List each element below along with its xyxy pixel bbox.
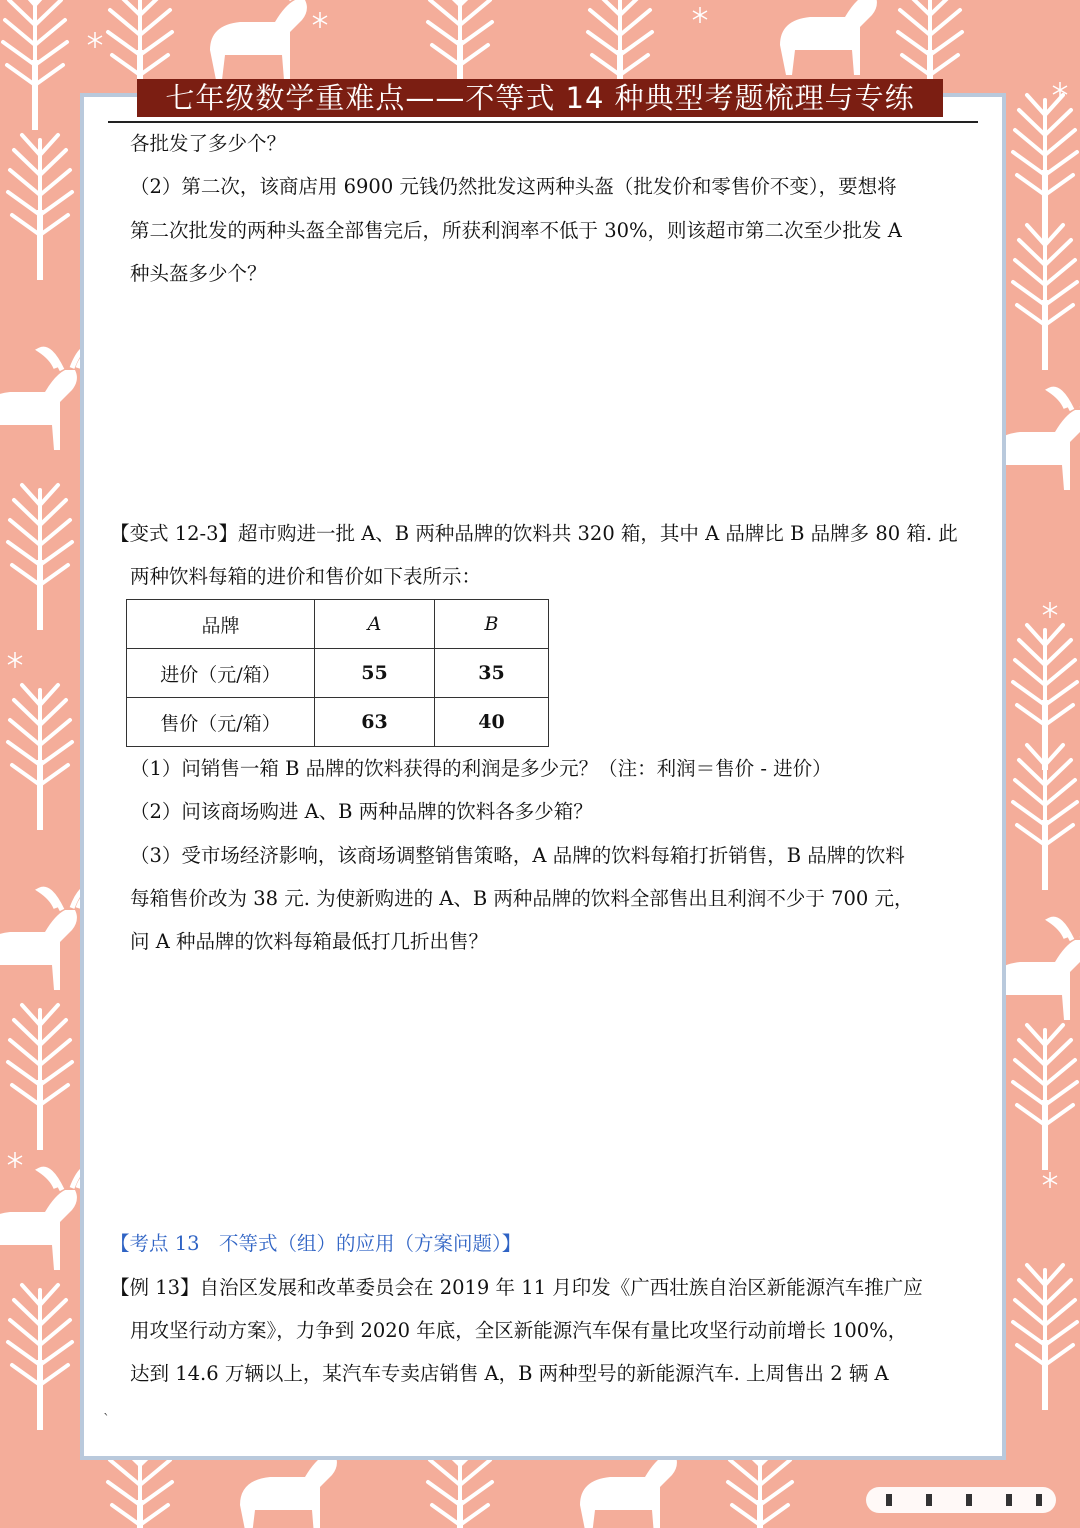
table-cell: 35 (435, 649, 549, 698)
toolbar-tick-icon (926, 1494, 932, 1506)
footer-mark: ` (103, 1412, 110, 1428)
question-1: （1）问销售一箱 B 品牌的饮料获得的利润是多少元？（注：利润＝售价 - 进价） (130, 757, 832, 780)
question-3-line-1: （3）受市场经济影响，该商场调整销售策略，A 品牌的饮料每箱打折销售，B 品牌的饮料 (130, 844, 905, 867)
variant-line-2: 两种饮料每箱的进价和售价如下表所示： (130, 565, 482, 588)
continuation-line-3: 第二次批发的两种头盔全部售完后，所获利润率不低于 30%，则该超市第二次至少批发 A (130, 219, 902, 242)
table-cell: 40 (435, 698, 549, 747)
variant-line-1: 【变式 12-3】超市购进一批 A、B 两种品牌的饮料共 320 箱，其中 A 品牌比 B 品牌多 80 箱. 此 (110, 522, 958, 545)
question-3-line-3: 问 A 种品牌的饮料每箱最低打几折出售？ (130, 930, 488, 953)
price-table (126, 599, 549, 747)
table-cell: 63 (315, 698, 435, 747)
example-line-3: 达到 14.6 万辆以上，某汽车专卖店销售 A，B 两种型号的新能源汽车. 上周售出 2 辆 A (130, 1362, 889, 1385)
question-3-line-2: 每箱售价改为 38 元. 为使新购进的 A、B 两种品牌的饮料全部售出且利润不少于 700 元， (130, 887, 914, 910)
table-header-row (127, 600, 549, 649)
continuation-line-2: （2）第二次，该商店用 6900 元钱仍然批发这两种头盔（批发价和零售价不变），要想将 (130, 175, 897, 198)
topic-heading: 【考点 13 不等式（组）的应用（方案问题）】 (110, 1232, 522, 1255)
example-line-2: 用攻坚行动方案》，力争到 2020 年底，全区新能源汽车保有量比攻坚行动前增长 100%， (130, 1319, 908, 1342)
toolbar-tick-icon (966, 1494, 972, 1506)
example-line-1: 【例 13】自治区发展和改革委员会在 2019 年 11 月印发《广西壮族自治区新能源汽车推广应 (110, 1276, 923, 1299)
table-cell: 售价（元/箱） (127, 698, 315, 747)
toolbar-tick-icon (1036, 1494, 1042, 1506)
continuation-line-1: 各批发了多少个？ (130, 132, 287, 155)
toolbar-tick-icon (1006, 1494, 1012, 1506)
table-header-cell: A (315, 600, 435, 649)
table-header-cell: 品牌 (127, 600, 315, 649)
table-cell: 进价（元/箱） (127, 649, 315, 698)
table-row (127, 698, 549, 747)
table-header-cell: B (435, 600, 549, 649)
question-2: （2）问该商场购进 A、B 两种品牌的饮料各多少箱？ (130, 800, 593, 823)
page-title: 七年级数学重难点——不等式 14 种典型考题梳理与专练 (137, 79, 943, 117)
toolbar-tick-icon (886, 1494, 892, 1506)
viewer-toolbar[interactable] (866, 1487, 1056, 1513)
table-row (127, 649, 549, 698)
continuation-line-4: 种头盔多少个？ (130, 262, 267, 285)
table-cell: 55 (315, 649, 435, 698)
title-divider (108, 121, 978, 123)
